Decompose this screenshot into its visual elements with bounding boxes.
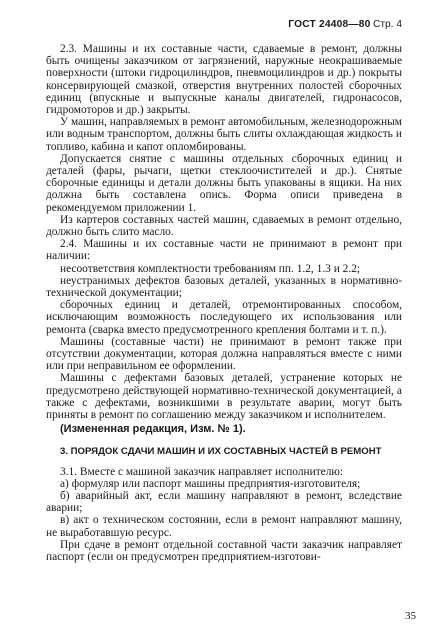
paragraph-removal: Допускается снятие с машины отдельных сборочных единиц и деталей (фары, рычаги, щетки стеклоочистителей и др.). Снятые сборочные единицы и детали должны быть упакованы в ящики. На них должна быть составлена опись. Форма описи приведена в рекомендуемом приложении 1. [46,152,402,214]
section-title: 3. ПОРЯДОК СДАЧИ МАШИН И ИХ СОСТАВНЫХ ЧАСТЕЙ В РЕМОНТ [60,445,382,457]
paragraph-3-1: 3.1. Вместе с машиной заказчик направляет исполнителю: [60,465,344,478]
page-number: 35 [405,610,416,622]
list-item-repaired-parts: сборочных единиц и деталей, отремонтированных способом, исключающим возможность последующего их использования или ремонта (сварка вместо предусмотренного крепления болтами и т. п.). [46,299,402,336]
list-item-a: а) формуляр или паспорт машины предприятия-изготовителя; [60,477,361,490]
page-header [46,18,402,31]
amendment-note: (Измененная редакция, Изм. № 1). [60,423,246,436]
paragraph-2-3: 2.3. Машины и их составные части, сдаваемые в ремонт, должны быть очищены заказчиком от загрязнений, наружные неокрашиваемые поверхности (штоки гидроцилиндров, пневмоцилиндров и др.) покрыты консервирующей смазкой, отверстия внутренних полостей сборочных единиц (впускные и выпускные каналы двигателей, гидронасосов, гидромоторов и др.) закрыты. [46,43,402,117]
paragraph-documentation: Машины (составные части) не принимают в ремонт также при отсутствии документации, которая должна направляться вместе с ними или при неправильном ее оформлении. [46,335,402,373]
list-item-c: в) акт о техническом состоянии, если в ремонт направляют машину, не выработавшую ресурс. [46,514,402,539]
paragraph-base-defects: Машины с дефектами базовых деталей, устранение которых не предусмотрено действующей нормативно-технической документацией, а также с дефектами, возникшими в результате аварии, могут быть приняты в ремонт по соглашению между заказчиком и исполнителем. [46,372,402,422]
document-page [46,18,402,614]
paragraph-component-delivery: При сдаче в ремонт отдельной составной части заказчик направляет паспорт (если он предусмотрен предприятием-изготови- [46,538,402,563]
list-item-defects: неустранимых дефектов базовых деталей, указанных в нормативно-технической документации; [46,274,402,300]
list-item-b: б) аварийный акт, если машину направляют в ремонт, вследствие аварии; [46,489,402,515]
standard-number: ГОСТ 24408—80 [288,19,371,30]
paragraph-2-4: 2.4. Машины и их составные части не принимают в ремонт при наличии: [46,238,402,263]
document-body [46,43,402,563]
list-item-completeness: несоответствия комплектности требованиям пп. 1.2, 1.3 и 2.2; [60,262,361,275]
page-label: Стр. 4 [372,19,402,30]
paragraph-oil: Из картеров составных частей машин, сдаваемых в ремонт отдельно, должно быть слито масло. [46,213,402,239]
paragraph-transport: У машин, направляемых в ремонт автомобильным, железнодорожным или водным транспортом, должны быть слиты охлаждающая жидкость и топливо, кабина и капот опломбированы. [46,116,402,153]
